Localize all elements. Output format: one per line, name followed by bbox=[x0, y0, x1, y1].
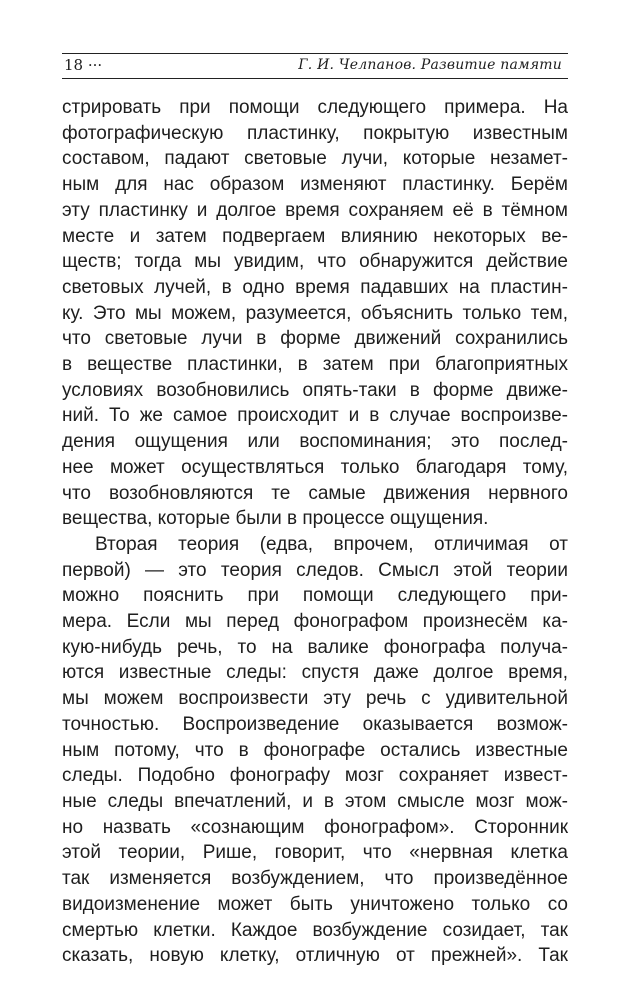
text-line: мера. Если мы перед фонографом произнесём ка- bbox=[62, 611, 568, 633]
text-line: можно пояснить при помощи следующего при- bbox=[62, 585, 568, 607]
text-line: условиях возобновились опять-таки в форме движе- bbox=[62, 379, 568, 401]
text-line: но назвать «сознающим фонографом». Сторонник bbox=[62, 816, 568, 838]
text-line: сказать, новую клетку, отличную от прежней». Так bbox=[62, 945, 568, 967]
page-number-ellipsis: ··· bbox=[87, 56, 103, 74]
running-title: Г. И. Челпанов. Развитие памяти bbox=[298, 57, 562, 73]
text-line: месте и затем подвергаем влиянию некоторых ве- bbox=[62, 225, 568, 247]
text-line: мы можем воспроизвести эту речь с удивительной bbox=[62, 688, 568, 710]
paragraph bbox=[62, 95, 568, 532]
text-line: так изменяется возбуждением, что произведённое bbox=[62, 868, 568, 890]
body-text bbox=[62, 95, 568, 969]
text-line: дения ощущения или воспоминания; это послед- bbox=[62, 431, 568, 453]
text-line: смертью клетки. Каждое возбуждение созидает, так bbox=[62, 919, 568, 941]
text-line: ным потому, что в фонографе остались известные bbox=[62, 739, 568, 761]
text-line: ний. То же самое происходит и в случае воспроизве- bbox=[62, 405, 568, 427]
text-line: видоизменение может быть уничтожено только со bbox=[62, 893, 568, 915]
text-line: нее может осуществляться только благодаря тому, bbox=[62, 456, 568, 478]
text-line: ным для нас образом изменяют пластинку. Берём bbox=[62, 174, 568, 196]
text-line: вещества, которые были в процессе ощущения. bbox=[62, 508, 489, 530]
text-line: составом, падают световые лучи, которые незамет- bbox=[62, 148, 568, 170]
text-line: в веществе пластинки, в затем при благоприятных bbox=[62, 354, 568, 376]
text-line: что световые лучи в форме движений сохранились bbox=[62, 328, 568, 350]
page-number bbox=[64, 56, 102, 74]
text-line: этой теории, Рише, говорит, что «нервная клетка bbox=[62, 842, 568, 864]
text-line: что возобновляются те самые движения нервного bbox=[62, 482, 568, 504]
text-line: точностью. Воспроизведение оказывается возмож- bbox=[62, 713, 568, 735]
paragraph bbox=[62, 532, 568, 969]
text-line: ются известные следы: спустя даже долгое время, bbox=[62, 662, 568, 684]
text-line: световых лучей, в одно время падавших на пластин- bbox=[62, 276, 568, 298]
text-line: первой) — это теория следов. Смысл этой теории bbox=[62, 559, 568, 581]
running-header bbox=[62, 53, 568, 79]
text-line: Вторая теория (едва, впрочем, отличимая от bbox=[95, 533, 568, 555]
text-line: ные следы впечатлений, и в этом смысле мозг мож- bbox=[62, 790, 568, 812]
text-line: ку. Это мы можем, разумеется, объяснить только тем, bbox=[62, 302, 568, 324]
text-line: стрировать при помощи следующего примера. На bbox=[62, 97, 568, 118]
text-line: эту пластинку и долгое время сохраняем её в тёмном bbox=[62, 199, 568, 221]
text-line: кую-нибудь речь, то на валике фонографа получа- bbox=[62, 636, 568, 658]
page-number-value: 18 bbox=[64, 56, 84, 74]
text-line: следы. Подобно фонографу мозг сохраняет извест- bbox=[62, 765, 568, 787]
text-line: ществ; тогда мы увидим, что обнаружится действие bbox=[62, 251, 568, 273]
text-line: фотографическую пластинку, покрытую известным bbox=[62, 122, 568, 144]
